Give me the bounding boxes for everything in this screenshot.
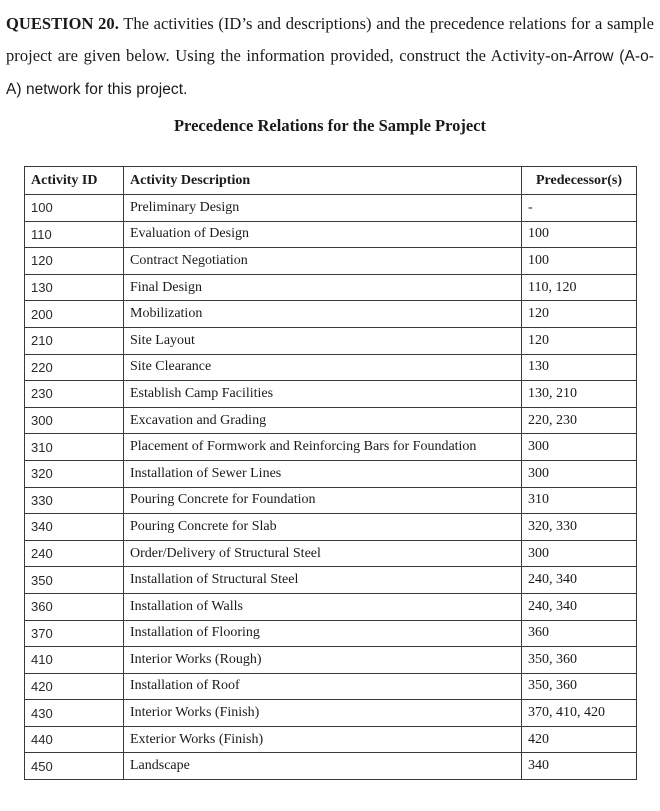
predecessors-cell: 100	[522, 221, 637, 248]
activity-description-cell: Installation of Flooring	[124, 620, 522, 647]
table-row	[25, 195, 637, 222]
activity-id-cell: 310	[25, 434, 124, 461]
predecessors-cell: -	[522, 195, 637, 222]
predecessors-cell: 120	[522, 327, 637, 354]
table-row	[25, 221, 637, 248]
activity-id-cell: 110	[25, 221, 124, 248]
table-header-row	[25, 167, 637, 195]
activity-id-cell: 430	[25, 700, 124, 727]
activity-id-cell: 320	[25, 460, 124, 487]
activity-description-cell: Evaluation of Design	[124, 221, 522, 248]
activity-description-cell: Placement of Formwork and Reinforcing Bars for Foundation	[124, 434, 522, 461]
predecessors-cell: 420	[522, 726, 637, 753]
table-title: Precedence Relations for the Sample Project	[173, 116, 487, 135]
table-row	[25, 514, 637, 541]
table-row	[25, 248, 637, 275]
table-row	[25, 381, 637, 408]
activity-id-cell: 350	[25, 567, 124, 594]
table-row	[25, 673, 637, 700]
activity-id-cell: 410	[25, 647, 124, 674]
table-row	[25, 647, 637, 674]
table-row	[25, 753, 637, 780]
table-row	[25, 460, 637, 487]
table-row	[25, 354, 637, 381]
activity-id-cell: 330	[25, 487, 124, 514]
activity-description-cell: Order/Delivery of Structural Steel	[124, 540, 522, 567]
table-row	[25, 487, 637, 514]
predecessors-cell: 220, 230	[522, 407, 637, 434]
predecessors-cell: 360	[522, 620, 637, 647]
question-text-part1: The activities (ID’s and descriptions) and the precedence relations for a sample project are given below. Using the information provided, construct the Activity-on-	[6, 14, 654, 65]
activity-id-cell: 340	[25, 514, 124, 541]
predecessors-cell: 340	[522, 753, 637, 780]
table-row	[25, 540, 637, 567]
activity-description-cell: Site Clearance	[124, 354, 522, 381]
activity-id-cell: 200	[25, 301, 124, 328]
predecessors-cell: 300	[522, 434, 637, 461]
predecessors-cell: 350, 360	[522, 673, 637, 700]
activity-description-cell: Excavation and Grading	[124, 407, 522, 434]
table-row	[25, 620, 637, 647]
table-row	[25, 726, 637, 753]
activity-description-cell: Installation of Walls	[124, 593, 522, 620]
activity-id-cell: 230	[25, 381, 124, 408]
header-activity-description: Activity Description	[124, 167, 522, 195]
predecessors-cell: 300	[522, 460, 637, 487]
table-row	[25, 567, 637, 594]
activity-description-cell: Interior Works (Rough)	[124, 647, 522, 674]
header-activity-id: Activity ID	[25, 167, 124, 195]
table-row	[25, 407, 637, 434]
activity-id-cell: 370	[25, 620, 124, 647]
predecessors-cell: 320, 330	[522, 514, 637, 541]
activity-description-cell: Installation of Sewer Lines	[124, 460, 522, 487]
activity-description-cell: Site Layout	[124, 327, 522, 354]
activity-id-cell: 360	[25, 593, 124, 620]
activity-id-cell: 130	[25, 274, 124, 301]
question-label: QUESTION 20.	[6, 14, 119, 33]
predecessors-cell: 100	[522, 248, 637, 275]
question-paragraph	[6, 8, 654, 106]
question-text-part2: Arrow (A-o-A) network for this project.	[6, 48, 654, 98]
activity-description-cell: Mobilization	[124, 301, 522, 328]
activity-description-cell: Final Design	[124, 274, 522, 301]
activity-description-cell: Landscape	[124, 753, 522, 780]
activity-description-cell: Interior Works (Finish)	[124, 700, 522, 727]
table-row	[25, 327, 637, 354]
predecessors-cell: 240, 340	[522, 593, 637, 620]
activity-id-cell: 420	[25, 673, 124, 700]
activity-id-cell: 240	[25, 540, 124, 567]
predecessors-cell: 110, 120	[522, 274, 637, 301]
predecessors-cell: 370, 410, 420	[522, 700, 637, 727]
activity-description-cell: Installation of Roof	[124, 673, 522, 700]
predecessors-cell: 240, 340	[522, 567, 637, 594]
activity-description-cell: Pouring Concrete for Foundation	[124, 487, 522, 514]
table-row	[25, 274, 637, 301]
precedence-table	[24, 166, 637, 780]
activity-id-cell: 450	[25, 753, 124, 780]
activity-id-cell: 300	[25, 407, 124, 434]
activity-id-cell: 210	[25, 327, 124, 354]
predecessors-cell: 120	[522, 301, 637, 328]
activity-description-cell: Preliminary Design	[124, 195, 522, 222]
table-body	[25, 195, 637, 780]
predecessors-cell: 300	[522, 540, 637, 567]
predecessors-cell: 310	[522, 487, 637, 514]
predecessors-cell: 130	[522, 354, 637, 381]
predecessors-cell: 130, 210	[522, 381, 637, 408]
header-predecessors: Predecessor(s)	[522, 167, 637, 195]
activity-id-cell: 440	[25, 726, 124, 753]
activity-id-cell: 100	[25, 195, 124, 222]
activity-id-cell: 120	[25, 248, 124, 275]
activity-description-cell: Exterior Works (Finish)	[124, 726, 522, 753]
activity-description-cell: Contract Negotiation	[124, 248, 522, 275]
table-row	[25, 593, 637, 620]
predecessors-cell: 350, 360	[522, 647, 637, 674]
activity-description-cell: Installation of Structural Steel	[124, 567, 522, 594]
table-row	[25, 434, 637, 461]
activity-id-cell: 220	[25, 354, 124, 381]
activity-description-cell: Pouring Concrete for Slab	[124, 514, 522, 541]
table-row	[25, 700, 637, 727]
table-row	[25, 301, 637, 328]
activity-description-cell: Establish Camp Facilities	[124, 381, 522, 408]
